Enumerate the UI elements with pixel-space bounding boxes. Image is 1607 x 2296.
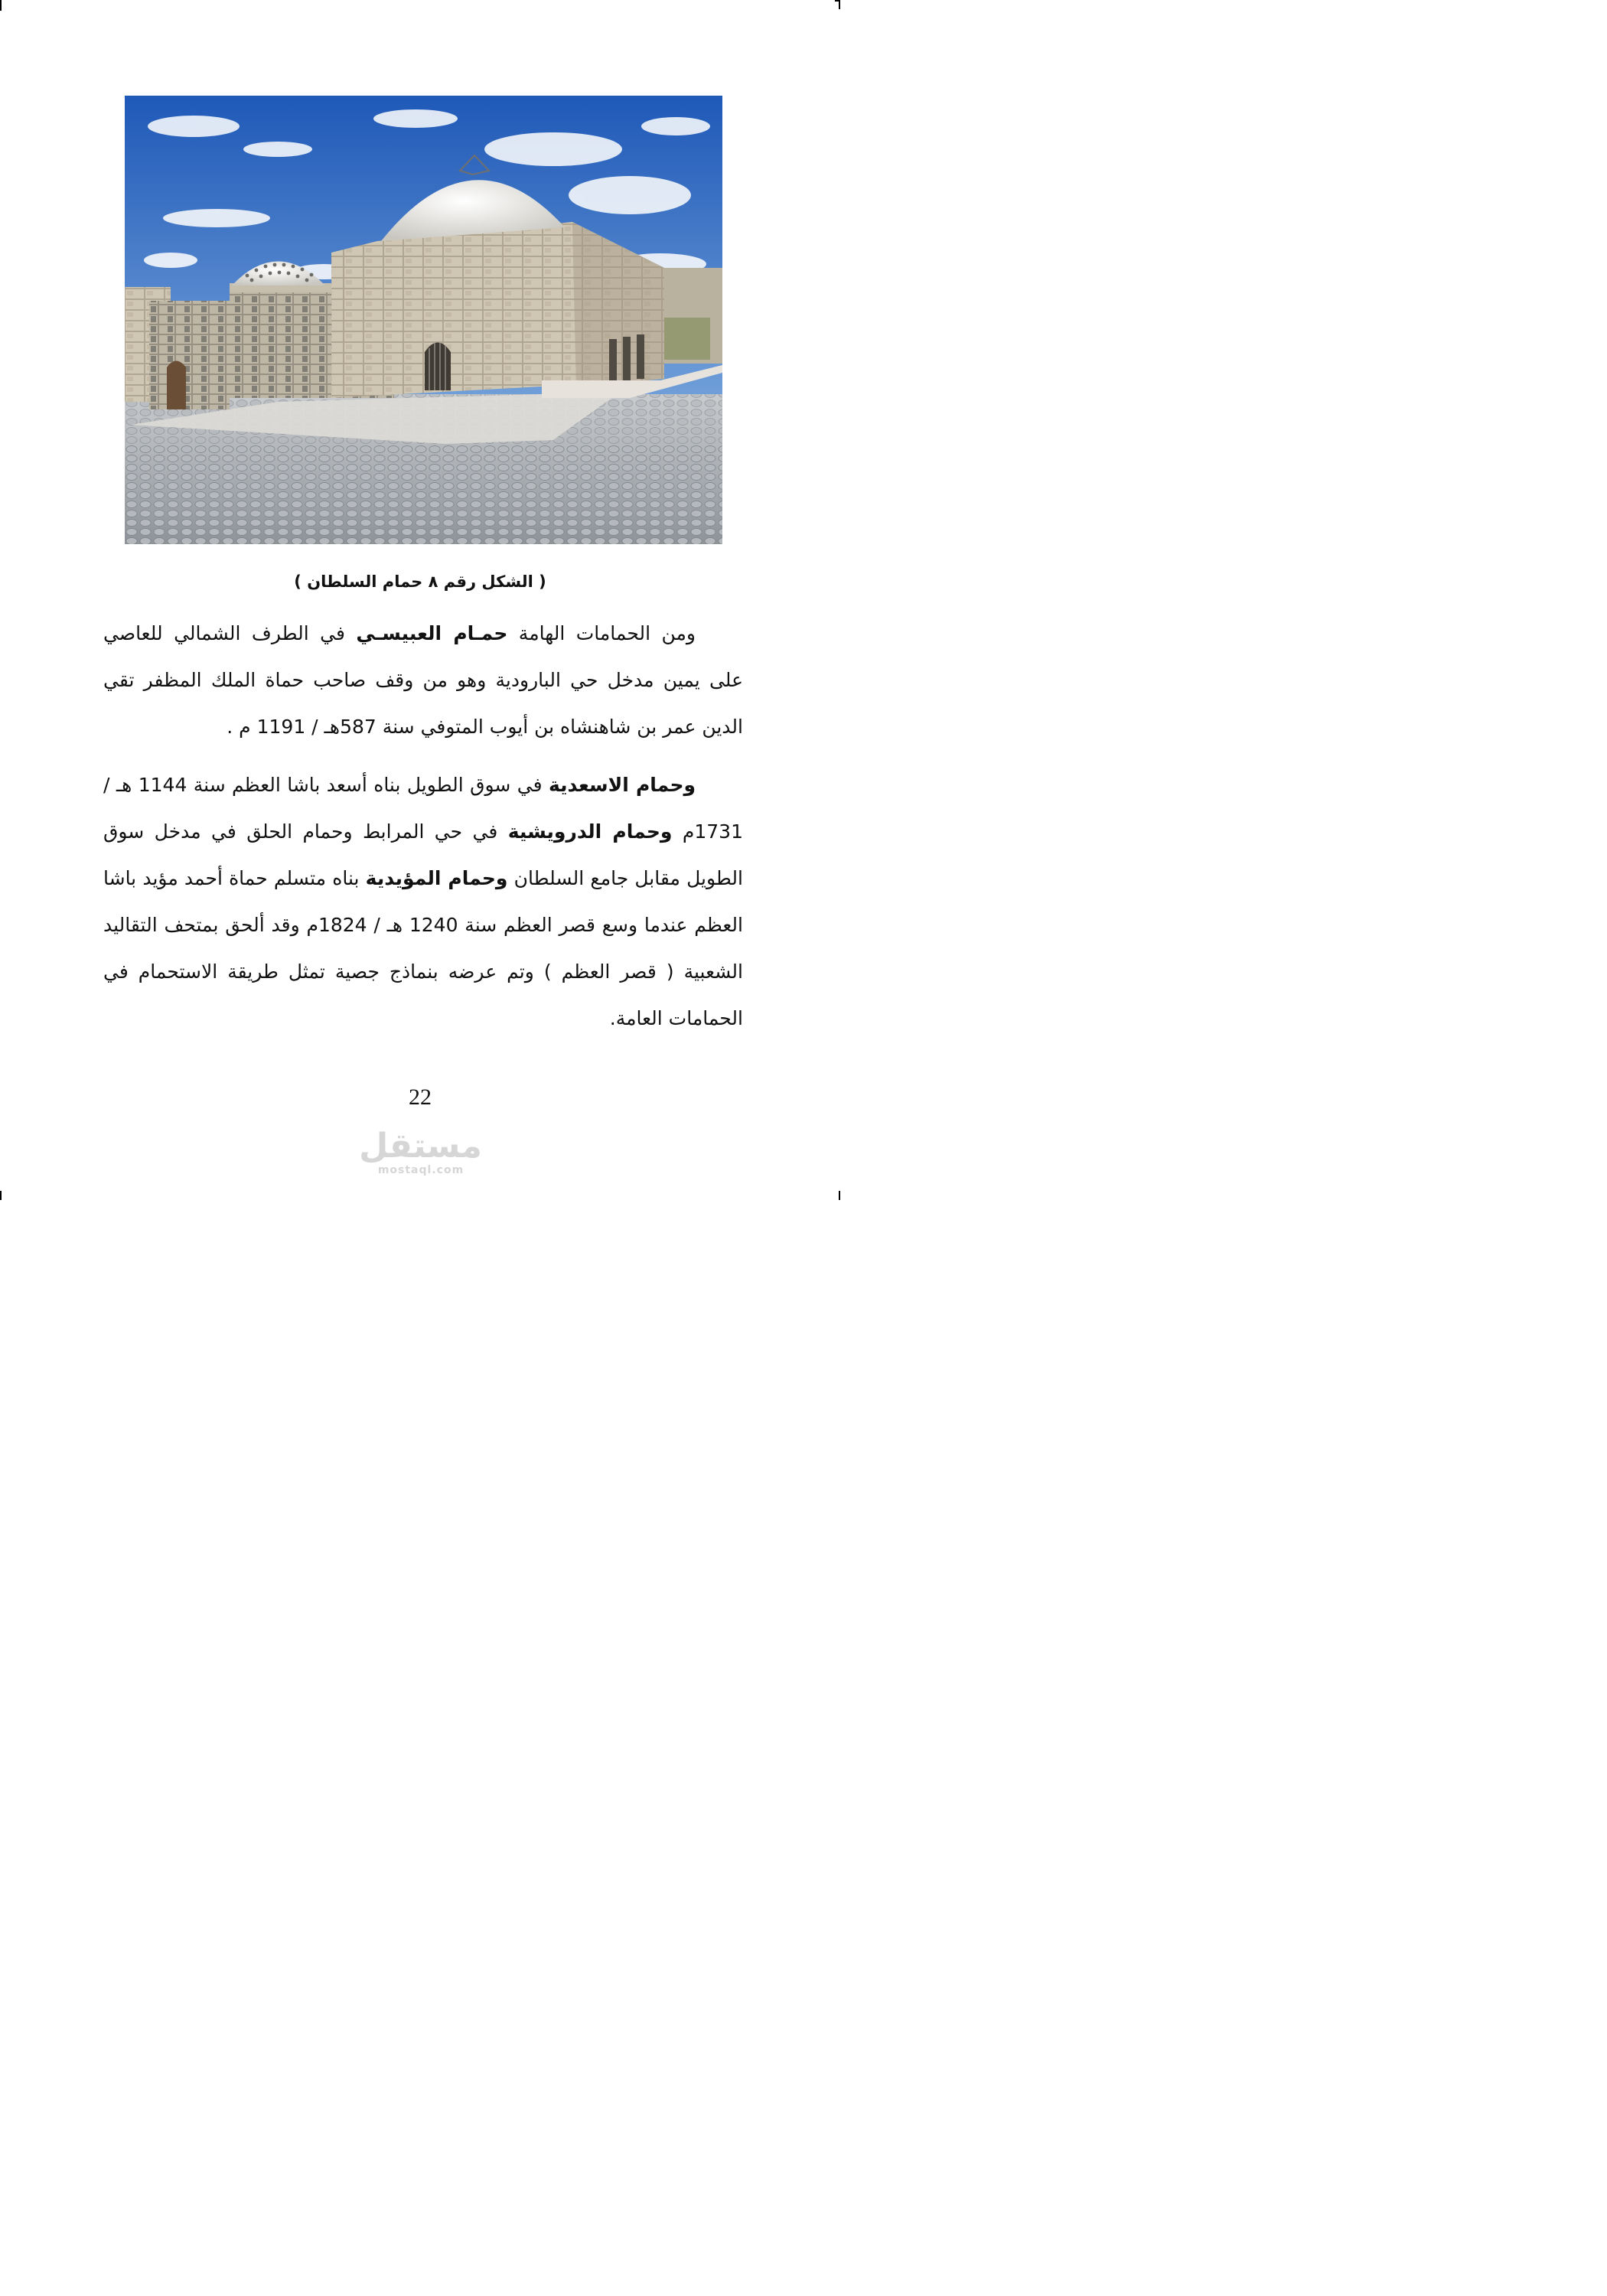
mostaql-watermark — [360, 1129, 482, 1176]
bold-term-obaisi-bath: حمـام العبيسـي — [356, 622, 508, 644]
text-run: ومن الحمامات الهامة — [507, 622, 696, 644]
crop-mark-top-right-v — [839, 0, 840, 9]
crop-mark-top-left — [0, 0, 2, 11]
watermark-logo: مستقل — [359, 1127, 482, 1166]
crop-mark-bottom-left — [0, 1191, 2, 1200]
bold-term-muayyadiyya-bath: وحمام المؤيدية — [365, 867, 508, 889]
text-run: في الطرف الشمالي للعاصي على يمين مدخل حي البارودية وهو من وقف صاحب حماة الملك المظفر تقي الدين عمر بن شاهنشاه بن أيوب المتوفي سنة 587هـ / 1191 م . — [103, 622, 743, 738]
page-number: 22 — [409, 1084, 432, 1110]
text-run: في حي المرابط وحمام الحلق في مدخل سوق الطويل مقابل جامع السلطان — [103, 820, 743, 889]
text-run: في سوق الطويل بناه أسعد باشا العظم سنة 1144 هـ / 1731م — [103, 774, 743, 843]
paragraph-2 — [103, 762, 743, 1042]
paragraph-1 — [103, 610, 743, 750]
crop-mark-bottom-right — [839, 1191, 840, 1200]
figure-caption: ( الشكل رقم ٨ حمام السلطان ) — [294, 572, 546, 591]
bold-term-asadiyya-bath: وحمام الاسعدية — [548, 774, 696, 796]
watermark-url: mostaql.com — [377, 1164, 464, 1176]
bold-term-darwishiyya-bath: وحمام الدرويشية — [507, 820, 673, 843]
bathhouse-photo — [125, 96, 722, 544]
text-run: بناه متسلم حماة أحمد مؤيد باشا العظم عندما وسع قصر العظم سنة 1240 هـ / 1824م وقد ألحق بمتحف التقاليد الشعبية ( قصر العظم ) وتم عرضه بنماذج جصية تمثل طريقة الاستحمام في الحمامات العامة. — [103, 867, 743, 1029]
